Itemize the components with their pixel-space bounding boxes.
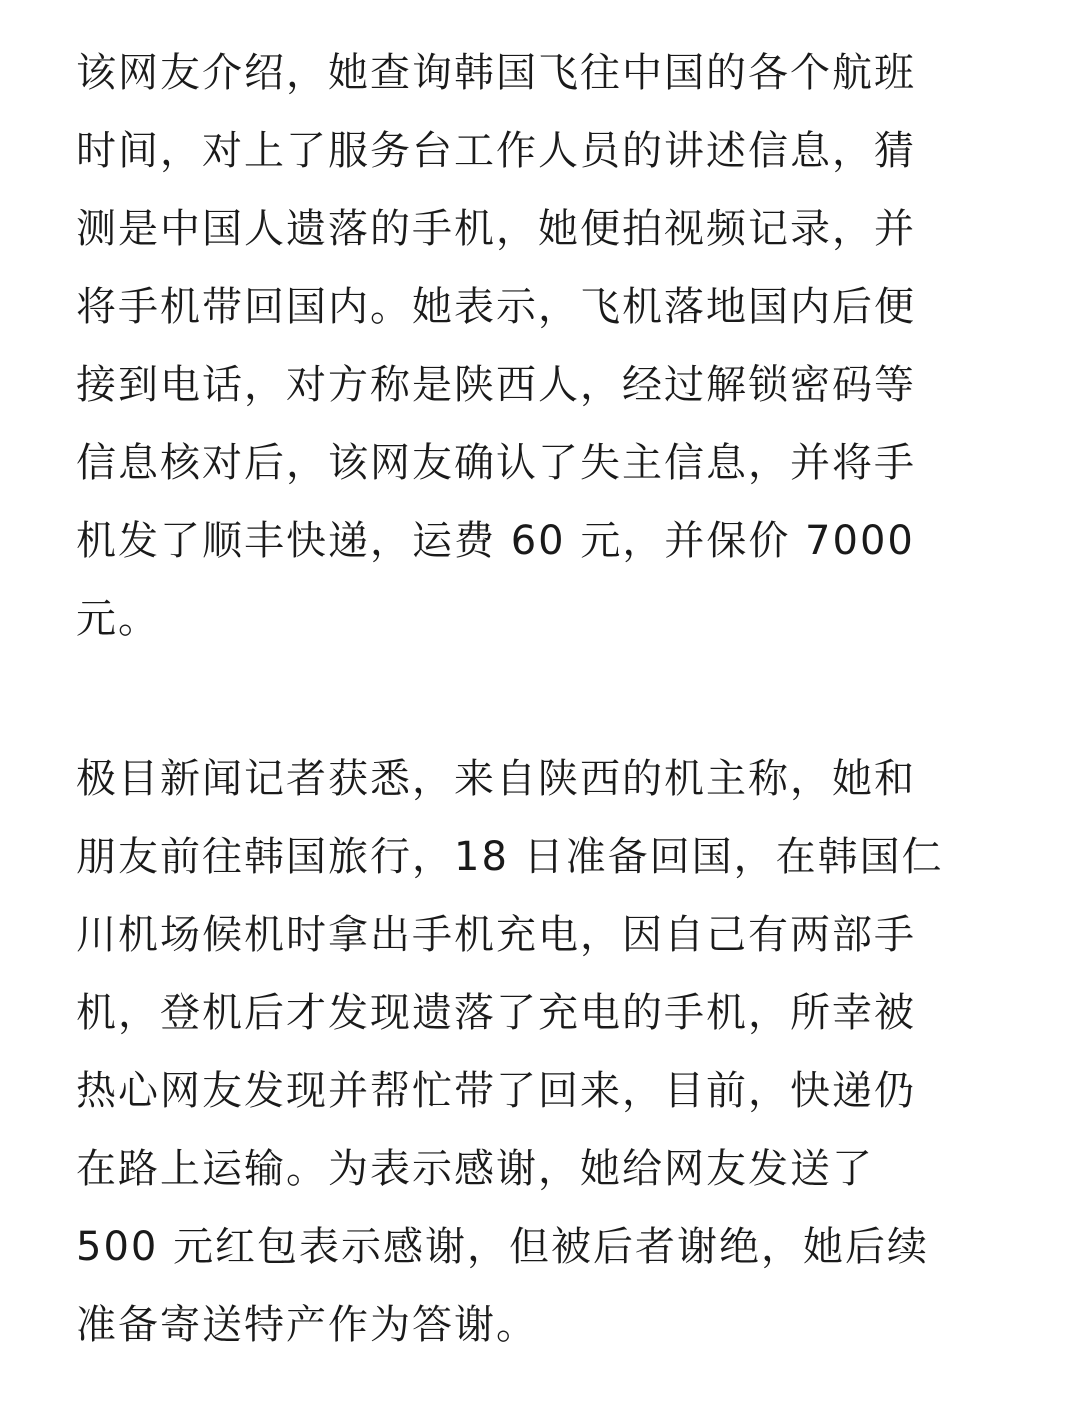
paragraph-line: 将手机带回国内。她表示，飞机落地国内后便 — [76, 284, 916, 330]
paragraph-line: 川机场候机时拿出手机充电，因自己有两部手 — [76, 912, 916, 958]
paragraph-line: 信息核对后，该网友确认了失主信息，并将手 — [76, 440, 916, 486]
paragraph-line: 机发了顺丰快递，运费 60 元，并保价 7000 — [76, 518, 915, 564]
paragraph-line: 测是中国人遗落的手机，她便拍视频记录，并 — [76, 206, 916, 252]
paragraph-line: 在路上运输。为表示感谢，她给网友发送了 — [76, 1146, 874, 1192]
paragraph-1 — [76, 34, 1006, 658]
paragraph-line: 机，登机后才发现遗落了充电的手机，所幸被 — [76, 990, 916, 1036]
paragraph-line: 热心网友发现并帮忙带了回来，目前，快递仍 — [76, 1068, 916, 1114]
paragraph-line: 500 元红包表示感谢，但被后者谢绝，她后续 — [76, 1224, 930, 1270]
paragraph-line: 接到电话，对方称是陕西人，经过解锁密码等 — [76, 362, 916, 408]
paragraph-line: 该网友介绍，她查询韩国飞往中国的各个航班 — [76, 50, 916, 96]
article-body — [76, 34, 1006, 1364]
paragraph-line: 极目新闻记者获悉，来自陕西的机主称，她和 — [76, 756, 916, 802]
paragraph-line: 准备寄送特产作为答谢。 — [76, 1302, 538, 1348]
paragraph-line: 时间，对上了服务台工作人员的讲述信息，猜 — [76, 128, 916, 174]
paragraph-2 — [76, 740, 1006, 1364]
paragraph-spacer — [76, 658, 1006, 740]
paragraph-line: 元。 — [76, 596, 160, 642]
paragraph-line: 朋友前往韩国旅行，18 日准备回国，在韩国仁 — [76, 834, 944, 880]
